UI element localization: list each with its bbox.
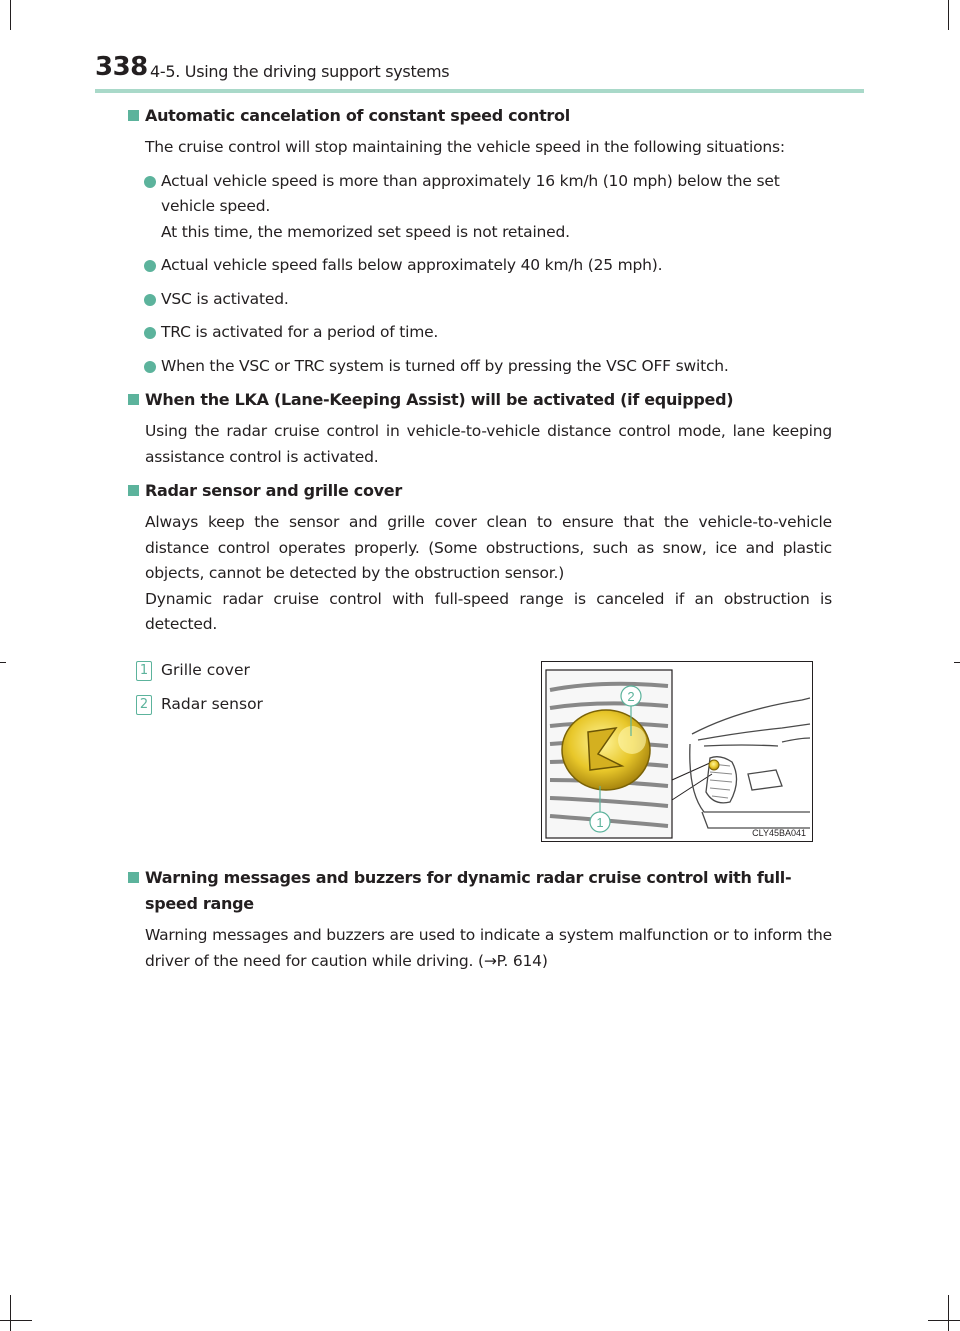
square-bullet-icon: [128, 872, 139, 883]
legend-number: 2: [136, 695, 152, 715]
section-heading: [128, 387, 832, 413]
paragraph: [128, 419, 832, 470]
leader-line: [672, 762, 712, 780]
paragraph: [128, 510, 832, 638]
section-heading: [128, 865, 832, 917]
section-heading: [128, 478, 832, 504]
bullet-item: [128, 354, 832, 380]
paragraph-text: Always keep the sensor and grille cover clean to ensure that the vehicle-to-vehicle distance control operates properly. (Some obstructions, such as snow, ice and plastic objects, cannot be detected by the obstruction sensor.): [145, 513, 832, 582]
heading-text: Automatic cancelation of constant speed control: [145, 106, 570, 125]
circle-bullet-icon: [144, 327, 156, 339]
bullet-text: At this time, the memorized set speed is not retained.: [161, 222, 570, 241]
sensor-location: [709, 760, 719, 770]
crop-mark: [954, 662, 960, 663]
crop-mark: [10, 0, 11, 30]
paragraph: [128, 923, 832, 974]
heading-text: Warning messages and buzzers for dynamic radar cruise control with full-speed range: [145, 868, 792, 913]
square-bullet-icon: [128, 394, 139, 405]
paragraph-text: Dynamic radar cruise control with full-speed range is canceled if an obstruction is detected.: [145, 589, 832, 633]
main-content: [128, 103, 832, 646]
bullet-item: [128, 169, 832, 246]
header-rule: [95, 89, 864, 93]
paragraph-text: Using the radar cruise control in vehicle-to-vehicle distance control mode, lane keeping assistance control is activated.: [145, 422, 832, 466]
circle-bullet-icon: [144, 176, 156, 188]
crop-mark: [928, 1320, 960, 1321]
callout-label: 1: [596, 815, 604, 830]
section-heading: [128, 103, 832, 129]
legend-label: Radar sensor: [161, 695, 263, 713]
car-front-illustration: [542, 662, 811, 840]
paragraph-text: The cruise control will stop maintaining the vehicle speed in the following situations:: [145, 138, 785, 156]
bullet-item: [128, 320, 832, 346]
section-title: 4-5. Using the driving support systems: [150, 62, 450, 81]
circle-bullet-icon: [144, 260, 156, 272]
sensor-highlight: [618, 726, 646, 754]
bullet-text: Actual vehicle speed falls below approximately 40 km/h (25 mph).: [161, 256, 663, 274]
crop-mark: [0, 662, 6, 663]
heading-text: Radar sensor and grille cover: [145, 481, 402, 500]
crop-mark: [0, 1320, 32, 1321]
circle-bullet-icon: [144, 294, 156, 306]
paragraph-text: Warning messages and buzzers are used to indicate a system malfunction or to inform the driver of the need for caution while driving. (→P. 614): [145, 926, 832, 970]
bullet-item: [128, 287, 832, 313]
crop-mark: [948, 1295, 949, 1331]
bullet-text: VSC is activated.: [161, 289, 289, 308]
legend-number: 1: [136, 661, 152, 681]
page-number: 338: [95, 52, 148, 82]
bullet-text: Actual vehicle speed is more than approximately 16 km/h (10 mph) below the set vehicle speed.: [161, 171, 780, 215]
bullet-text: When the VSC or TRC system is turned off by pressing the VSC OFF switch.: [161, 356, 729, 375]
heading-text: When the LKA (Lane-Keeping Assist) will be activated (if equipped): [145, 390, 734, 409]
square-bullet-icon: [128, 485, 139, 496]
car-body: [690, 698, 810, 828]
paragraph: [128, 135, 832, 161]
crop-mark: [10, 1295, 11, 1331]
radar-sensor-figure: [541, 661, 813, 842]
bullet-text: TRC is activated for a period of time.: [161, 323, 439, 341]
legend-label: Grille cover: [161, 661, 250, 679]
bullet-item: [128, 253, 832, 279]
lower-content: [128, 865, 832, 982]
circle-bullet-icon: [144, 361, 156, 373]
square-bullet-icon: [128, 110, 139, 121]
figure-code: CLY45BA041: [752, 828, 806, 838]
callout-label: 2: [627, 689, 635, 704]
crop-mark: [948, 0, 949, 30]
